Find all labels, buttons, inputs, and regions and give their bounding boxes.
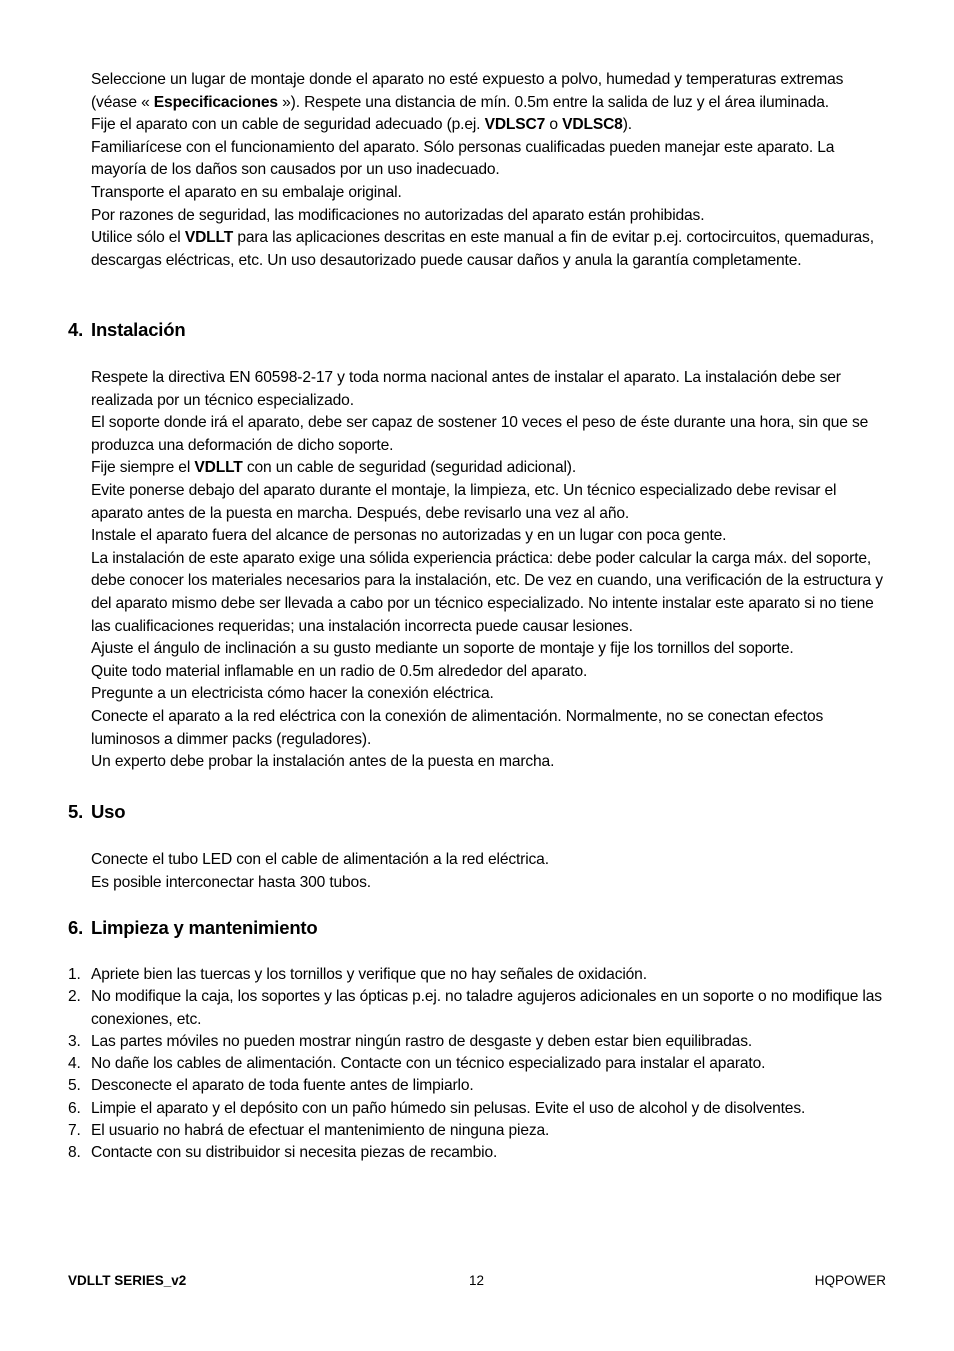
list-item-number: 5. bbox=[68, 1077, 81, 1095]
intro-paragraph: Seleccione un lugar de montaje donde el aparato no esté expuesto a polvo, humedad y temperaturas extremas (véase « Especificaciones »). Respete una distancia de mín. 0.5m entre la salida de luz y el área iluminada. bbox=[91, 71, 844, 111]
installation-paragraphs bbox=[91, 367, 891, 774]
list-item bbox=[68, 986, 891, 1031]
installation-paragraph: Respete la directiva EN 60598-2-17 y toda norma nacional antes de instalar el aparato. La instalación debe ser realizada por un técnico especializado. bbox=[91, 369, 841, 409]
bold-term: VDLLT bbox=[194, 459, 243, 477]
maintenance-list bbox=[68, 964, 891, 1165]
list-item-number: 2. bbox=[68, 988, 81, 1006]
installation-paragraph: Conecte el aparato a la red eléctrica con la conexión de alimentación. Normalmente, no se conectan efectos luminosos a dimmer packs (reguladores). bbox=[91, 707, 824, 748]
section-title: Limpieza y mantenimiento bbox=[91, 917, 318, 938]
use-paragraph: Conecte el tubo LED con el cable de alimentación a la red eléctrica. bbox=[91, 851, 549, 868]
footer-page-number: 12 bbox=[469, 1273, 485, 1288]
list-item-number: 3. bbox=[68, 1032, 81, 1050]
section-title: Instalación bbox=[91, 319, 186, 340]
list-item-number: 1. bbox=[68, 966, 81, 983]
list-item-text: El usuario no habrá de efectuar el mantenimiento de ninguna pieza. bbox=[91, 1122, 550, 1140]
bold-term: VDLSC7 bbox=[484, 116, 546, 134]
installation-paragraph: Un experto debe probar la instalación antes de la puesta en marcha. bbox=[91, 753, 555, 771]
list-item bbox=[68, 1098, 891, 1120]
list-item-number: 4. bbox=[68, 1055, 81, 1073]
installation-paragraph: Instale el aparato fuera del alcance de personas no autorizadas y en un lugar con poca gente. bbox=[91, 527, 727, 545]
list-item bbox=[68, 1053, 891, 1075]
bold-term: VDLLT bbox=[184, 229, 234, 247]
use-paragraph: Es posible interconectar hasta 300 tubos. bbox=[91, 873, 371, 891]
list-item-text: Desconecte el aparato de toda fuente antes de limpiarlo. bbox=[91, 1077, 474, 1095]
footer-document-id: VDLLT SERIES_v2 bbox=[68, 1273, 187, 1288]
installation-paragraph: Ajuste el ángulo de inclinación a su gusto mediante un soporte de montaje y fije los tornillos del soporte. bbox=[91, 640, 794, 658]
installation-paragraph: Evite ponerse debajo del aparato durante el montaje, la limpieza, etc. Un técnico especializado debe revisar el aparato antes de la puesta en marcha. Después, debe revisarlo una vez al año. bbox=[91, 481, 837, 522]
section-number: 5. bbox=[68, 801, 84, 822]
list-item bbox=[68, 1120, 891, 1142]
list-item bbox=[68, 964, 891, 986]
intro-paragraph: Fije el aparato con un cable de seguridad adecuado (p.ej. VDLSC7 o VDLSC8). bbox=[91, 116, 632, 134]
installation-paragraph: Fije siempre el VDLLT con un cable de seguridad (seguridad adicional). bbox=[91, 459, 577, 477]
list-item-number: 8. bbox=[68, 1144, 81, 1162]
section-number: 6. bbox=[68, 917, 84, 938]
list-item-number: 7. bbox=[68, 1122, 81, 1140]
list-item-text: Apriete bien las tuercas y los tornillos y verifique que no hay señales de oxidación. bbox=[91, 966, 647, 983]
list-item-number: 6. bbox=[68, 1099, 81, 1117]
installation-paragraph: La instalación de este aparato exige una sólida experiencia práctica: debe poder calcular la carga máx. del soporte, debe conocer los materiales necesarios para la instalación, etc. De vez en cuando, una verificación de la estructura y del aparato mismo debe ser llevada a cabo por un técnico especializado. No intente instalar este aparato si no tiene las cualificaciones requeridas; una instalación incorrecta puede causar lesiones. bbox=[91, 549, 883, 635]
list-item bbox=[68, 1142, 891, 1164]
list-item bbox=[68, 1031, 891, 1053]
section-heading-installation bbox=[68, 319, 185, 341]
section-heading-use bbox=[68, 801, 125, 823]
use-paragraphs bbox=[91, 849, 891, 894]
intro-paragraph: Utilice sólo el VDLLT para las aplicaciones descritas en este manual a fin de evitar p.ej. cortocircuitos, quemaduras, descargas eléctricas, etc. Un uso desautorizado puede causar daños y anula la garantía completamente. bbox=[91, 229, 874, 269]
intro-paragraphs bbox=[91, 69, 891, 272]
bold-term: VDLSC8 bbox=[562, 116, 623, 134]
list-item-text: Limpie el aparato y el depósito con un paño húmedo sin pelusas. Evite el uso de alcohol y de disolventes. bbox=[91, 1099, 806, 1117]
installation-paragraph: El soporte donde irá el aparato, debe ser capaz de sostener 10 veces el peso de éste durante una hora, sin que se produzca una deformación de dicho soporte. bbox=[91, 414, 869, 454]
bold-term: Especificaciones bbox=[153, 93, 278, 111]
section-heading-maintenance bbox=[68, 917, 318, 939]
list-item bbox=[68, 1075, 891, 1097]
list-item-text: Contacte con su distribuidor si necesita piezas de recambio. bbox=[91, 1144, 498, 1162]
section-title: Uso bbox=[91, 801, 126, 822]
intro-paragraph: Transporte el aparato en su embalaje original. bbox=[91, 183, 402, 201]
intro-paragraph: Por razones de seguridad, las modificaciones no autorizadas del aparato están prohibidas. bbox=[91, 206, 705, 224]
list-item-text: No dañe los cables de alimentación. Contacte con un técnico especializado para instalar el aparato. bbox=[91, 1055, 766, 1073]
footer-brand: HQPOWER bbox=[814, 1273, 886, 1288]
installation-paragraph: Pregunte a un electricista cómo hacer la conexión eléctrica. bbox=[91, 685, 494, 703]
list-item-text: No modifique la caja, los soportes y las ópticas p.ej. no taladre agujeros adicionales en un soporte o no modifique las conexiones, etc. bbox=[91, 988, 882, 1028]
list-item-text: Las partes móviles no pueden mostrar ningún rastro de desgaste y deben estar bien equilibradas. bbox=[91, 1032, 753, 1050]
section-number: 4. bbox=[68, 319, 84, 340]
installation-paragraph: Quite todo material inflamable en un radio de 0.5m alrededor del aparato. bbox=[91, 662, 588, 680]
intro-paragraph: Familiarícese con el funcionamiento del aparato. Sólo personas cualificadas pueden manejar este aparato. La mayoría de los daños son causados por un uso inadecuado. bbox=[91, 138, 835, 179]
